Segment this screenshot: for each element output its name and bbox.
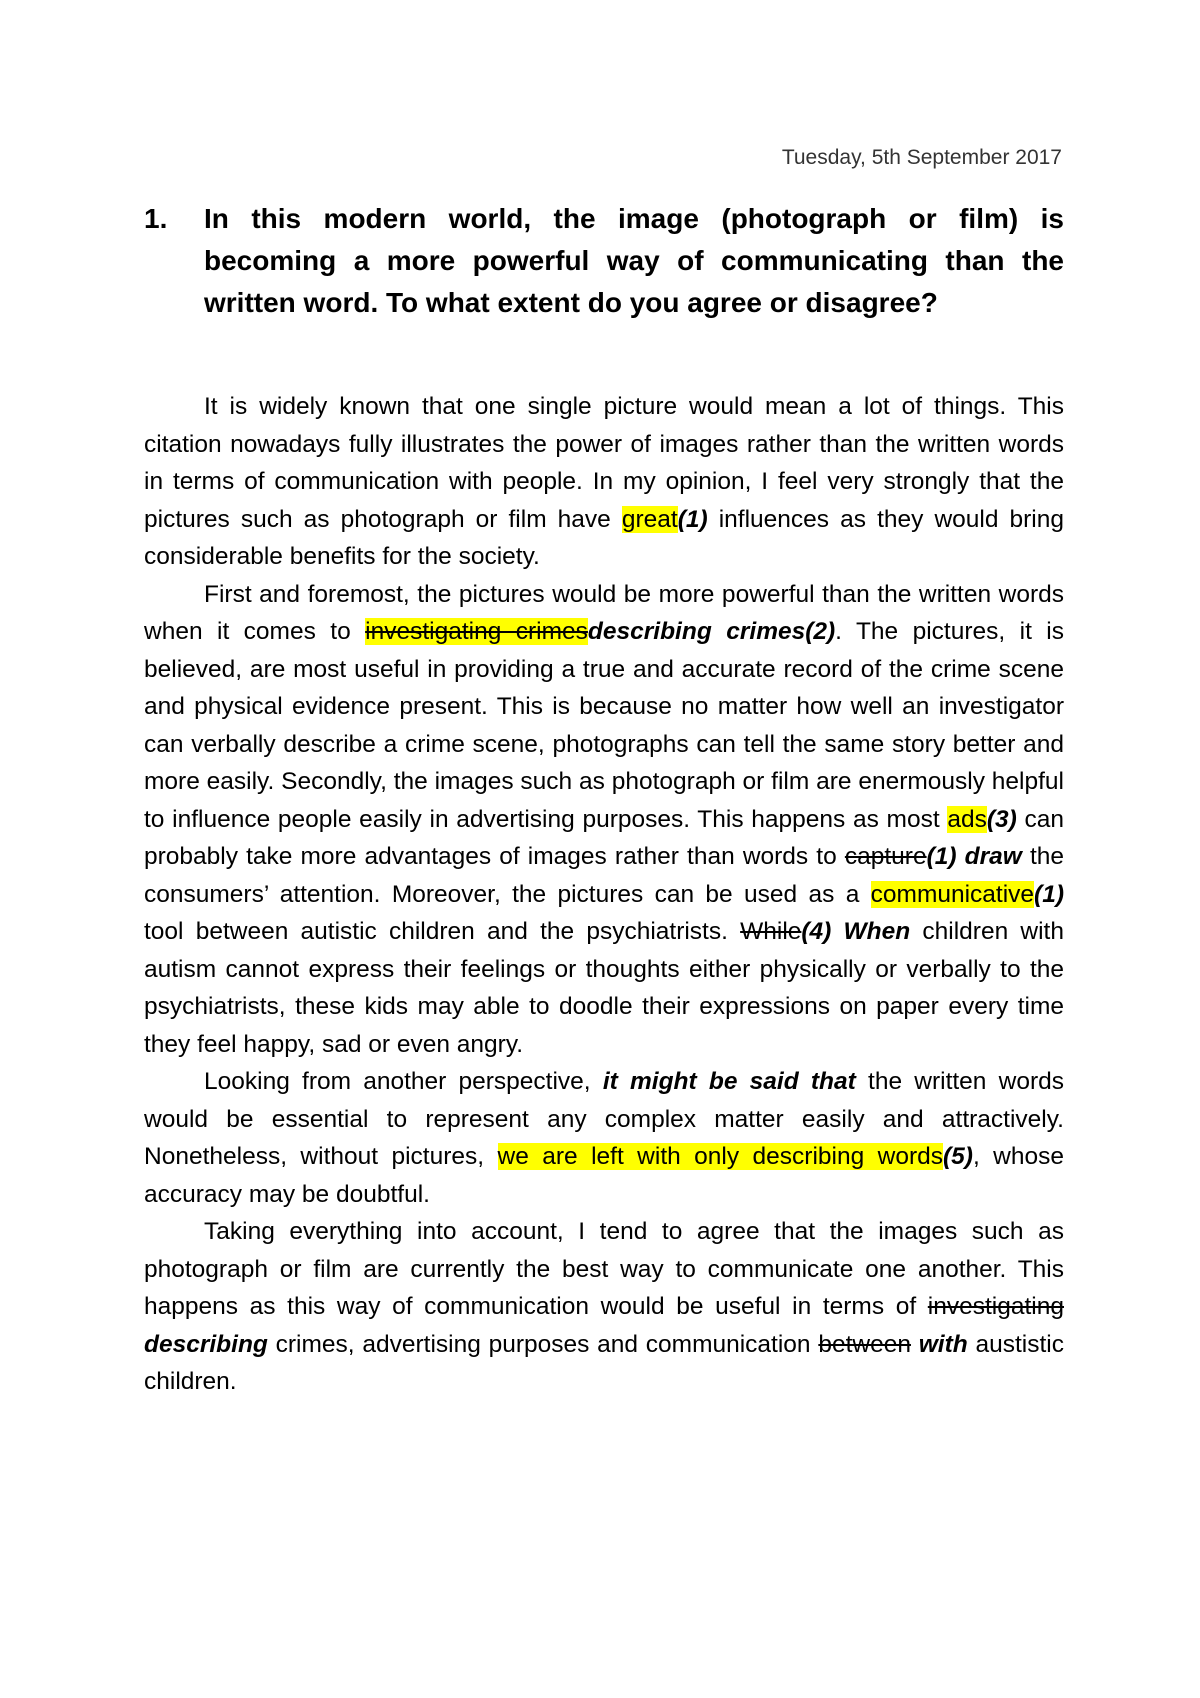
struck-text: capture xyxy=(844,843,927,870)
correction-text: describing xyxy=(144,1330,268,1358)
highlighted-text: ads xyxy=(947,805,987,833)
correction-text: (1) xyxy=(677,505,708,533)
paragraph-body-1 xyxy=(144,576,1064,1064)
paragraph-body-2 xyxy=(144,1063,1064,1213)
correction-text: describing crimes(2) xyxy=(587,618,836,645)
text-run: Taking everything into account, I tend to agree that the images such as photograph or film are currently the best way to communicate one another. This happens as this way of communication would be useful in terms of xyxy=(144,1218,1064,1320)
text-run: tool between autistic children and the psychiatrists. xyxy=(144,918,741,945)
struck-text: While xyxy=(740,918,802,945)
paragraph-introduction xyxy=(144,388,1064,576)
highlighted-text: we are left with only describing words xyxy=(497,1143,943,1170)
correction-text: (4) When xyxy=(801,918,911,945)
highlighted-struck-text: investigating crimes xyxy=(365,618,588,645)
document-date: Tuesday, 5th September 2017 xyxy=(781,146,1062,169)
text-run: It is widely known that one single picture would mean a lot of things. This citation nowadays fully illustrates the power of images rather than the written words in terms of communication with people. In my opinion, I feel very strongly that the pictures such as photograph or film have xyxy=(144,393,1064,533)
text-run: can probably take more advantages of images rather than words to xyxy=(144,805,1065,870)
struck-text: between xyxy=(818,1330,911,1358)
correction-text: with xyxy=(918,1330,968,1358)
struck-text: investigating xyxy=(927,1293,1064,1320)
correction-text: (5) xyxy=(943,1143,973,1170)
question-number: 1. xyxy=(144,203,168,234)
text-run: . The pictures, it is believed, are most useful in providing a true and accurate record of the crime scene and physical evidence present. This is because no matter how well an investigator can verbally describe a crime scene, photographs can tell the same story better and more easily. Secondly, the images such as photograph or film are enermously helpful to influence people easily in advertising purposes. This happens as most xyxy=(144,618,1065,833)
highlighted-text: communicative xyxy=(870,880,1035,908)
text-run: influences as they would bring considerable benefits for the society. xyxy=(144,505,1065,570)
correction-text: it might be said that xyxy=(602,1068,856,1095)
paragraph-conclusion xyxy=(144,1213,1064,1401)
text-run: the written words would be essential to represent any complex matter easily and attractively. Nonetheless, without pictures, xyxy=(144,1068,1064,1170)
correction-text: (1) xyxy=(1034,880,1064,908)
essay-body xyxy=(144,388,1064,1401)
text-run: , whose accuracy may be doubtful. xyxy=(144,1143,1065,1208)
text-run: Looking from another perspective, xyxy=(204,1068,603,1095)
text-run: First and foremost, the pictures would be more powerful than the written words when it comes to xyxy=(144,580,1064,645)
correction-text: (3) xyxy=(986,805,1017,833)
text-run: the consumers’ attention. Moreover, the pictures can be used as a xyxy=(144,843,1065,908)
correction-text: (1) draw xyxy=(926,843,1022,870)
text-run: austistic children. xyxy=(144,1330,1064,1395)
essay-question xyxy=(144,198,1064,324)
text-run: crimes, advertising purposes and communication xyxy=(267,1330,819,1358)
text-run: children with autism cannot express their feelings or thoughts either physically or verbally to the psychiatrists, these kids may able to doodle their expressions on paper every time they feel happy, sad or even angry. xyxy=(144,918,1064,1058)
highlighted-text: great xyxy=(621,505,678,533)
text-run xyxy=(911,1331,919,1358)
question-text: In this modern world, the image (photograph or film) is becoming a more powerful way of communicating than the written word. To what extent do you agree or disagree? xyxy=(204,203,1064,318)
